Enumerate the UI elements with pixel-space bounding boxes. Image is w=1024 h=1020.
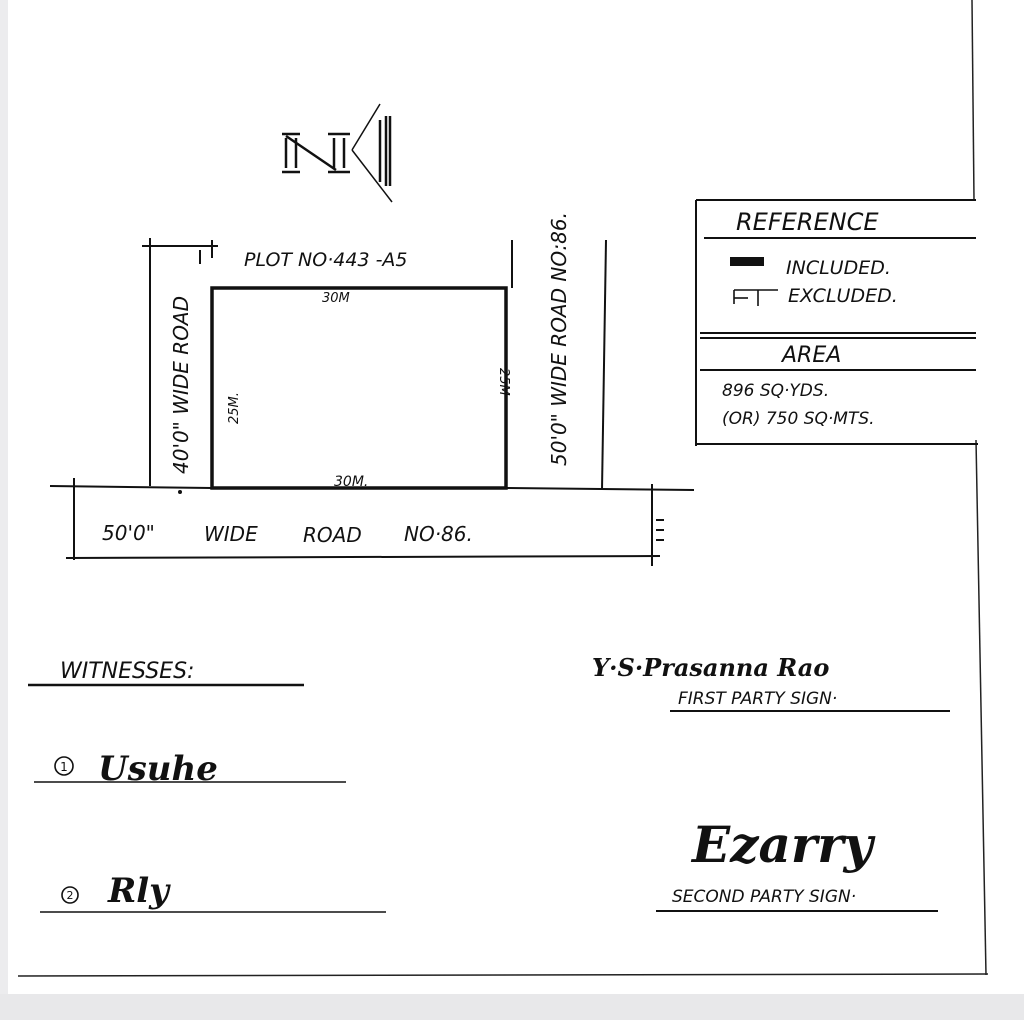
second-party-label: SECOND PARTY SIGN· (672, 887, 857, 907)
plot-dimension-bottom: 30M. (334, 474, 369, 490)
first-party-label: FIRST PARTY SIGN· (678, 689, 838, 709)
north-arrow-icon (282, 104, 392, 202)
excluded-legend-label: EXCLUDED. (788, 285, 898, 307)
area-title: AREA (782, 343, 842, 368)
first-party-signature: Y·S·Prasanna Rao (592, 653, 830, 682)
reference-title: REFERENCE (736, 208, 879, 236)
witness-1-number: 1 (60, 760, 68, 774)
bottom-road-wide: WIDE (204, 522, 258, 546)
area-square-yards: 896 SQ·YDS. (722, 381, 830, 401)
plot-title: PLOT NO·443 -A5 (244, 249, 408, 271)
area-square-meters: (OR) 750 SQ·MTS. (722, 409, 875, 429)
right-road-label: 50'0" WIDE ROAD NO:86. (547, 212, 571, 466)
second-party-signature: Ezarry (692, 815, 873, 874)
bottom-road-label (102, 521, 473, 547)
witnesses-title: WITNESSES: (60, 659, 195, 684)
plot-boundary (212, 288, 506, 488)
plot-dimension-top: 30M (322, 291, 350, 306)
left-road-label: 40'0" WIDE ROAD (169, 295, 193, 474)
plot-dimension-left: 25M. (227, 392, 242, 424)
witness-2-number: 2 (66, 889, 74, 902)
footer-band (0, 994, 1024, 1020)
included-legend-swatch (730, 257, 764, 266)
bottom-road-road: ROAD (303, 523, 362, 547)
bottom-road-width: 50'0" (102, 521, 155, 545)
included-legend-label: INCLUDED. (786, 257, 891, 279)
excluded-legend-swatch (734, 290, 778, 306)
bottom-road-number: NO·86. (404, 522, 473, 546)
plot-dimension-right: 25M (496, 368, 511, 396)
left-margin-strip (0, 0, 8, 1020)
witness-2-signature: Rly (108, 871, 169, 911)
witness-1-signature: Usuhe (98, 749, 218, 789)
road-marker-dot (178, 490, 182, 494)
